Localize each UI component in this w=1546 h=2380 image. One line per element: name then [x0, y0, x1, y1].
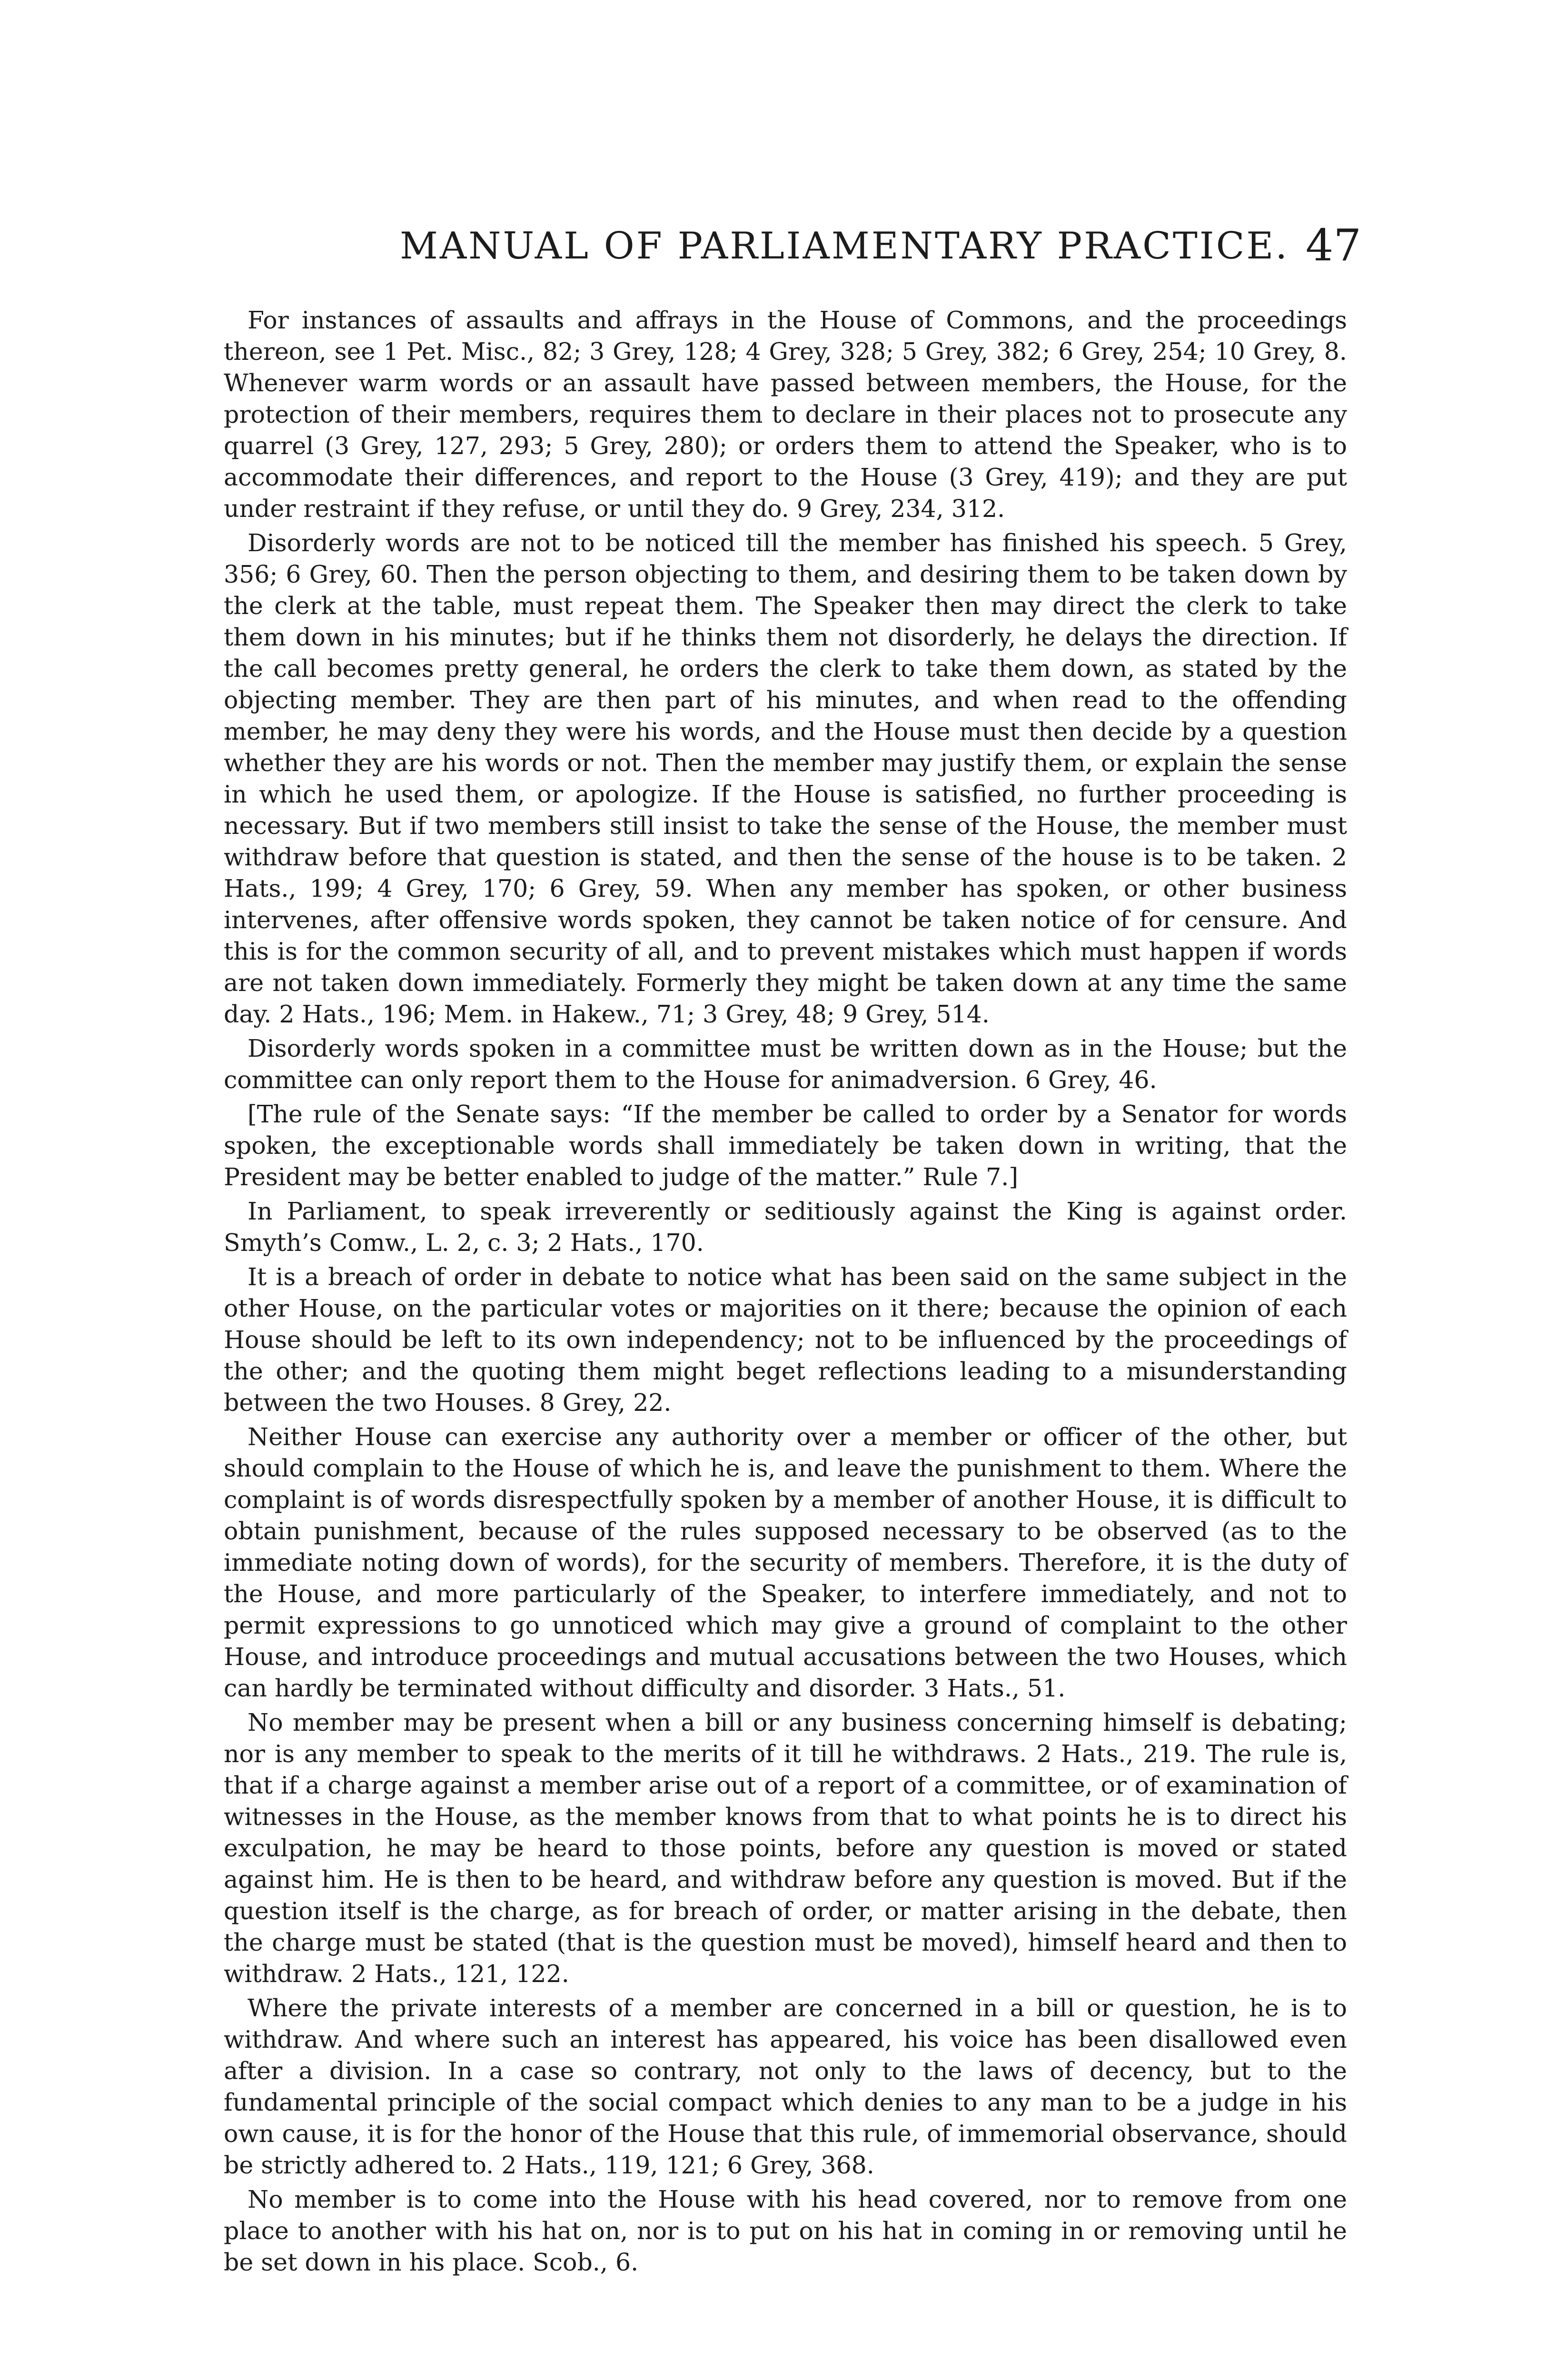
paragraph-senate-rule: [The rule of the Senate says: “If the member be called to order by a Senator for words spoken, the exceptionable words shall immediately be taken down in writing, that the President may be better enabled to judge of the matter.” Rule 7.]	[224, 1100, 1347, 1191]
paragraph-king: In Parliament, to speak irreverently or seditiously against the King is against order. Smyth’s Comw., L. 2, c. 3; 2 Hats., 170.	[224, 1197, 1347, 1257]
paragraph-authority: Neither House can exercise any authority over a member or officer of the other, but should complain to the House of which he is, and leave the punishment to them. Where the complaint is of words disrespectfully spoken by a member of another House, it is difficult to obtain punishment, because of the rules supposed necessary to be observed (as to the immediate noting down of words), for the security of members. Therefore, it is the duty of the House, and more particularly of the Speaker, to interfere immediately, and not to permit expressions to go unnoticed which may give a ground of complaint to the other House, and introduce proceedings and mutual accusations between the two Houses, which can hardly be terminated without difficulty and disorder. 3 Hats., 51.	[224, 1423, 1347, 1702]
body-text	[224, 305, 1347, 2281]
paragraph-assaults: For instances of assaults and affrays in the House of Commons, and the proceedings thereon, see 1 Pet. Misc., 82; 3 Grey, 128; 4 Grey, 328; 5 Grey, 382; 6 Grey, 254; 10 Grey, 8. Whenever warm words or an assault have passed between members, the House, for the protection of their members, requires them to declare in their places not to prosecute any quarrel (3 Grey, 127, 293; 5 Grey, 280); or orders them to attend the Speaker, who is to accommodate their differences, and report to the House (3 Grey, 419); and they are put under restraint if they refuse, or until they do. 9 Grey, 234, 312.	[224, 306, 1347, 523]
page-number: 47	[1305, 220, 1361, 271]
paragraph-member-present: No member may be present when a bill or any business concerning himself is debating; nor is any member to speak to the merits of it till he withdraws. 2 Hats., 219. The rule is, that if a charge against a member arise out of a report of a committee, or of examination of witnesses in the House, as the member knows from that to what points he is to direct his exculpation, he may be heard to those points, before any question is moved or stated against him. He is then to be heard, and withdraw before any question is moved. But if the question itself is the charge, as for breach of order, or matter arising in the debate, then the charge must be stated (that is the question must be moved), himself heard and then to withdraw. 2 Hats., 121, 122.	[224, 1708, 1347, 1988]
paragraph-other-house: It is a breach of order in debate to notice what has been said on the same subject in the other House, on the particular votes or majorities on it there; because the opinion of each House should be left to its own independency; not to be influenced by the proceedings of the other; and the quoting them might beget reflections leading to a misunderstanding between the two Houses. 8 Grey, 22.	[224, 1263, 1347, 1417]
page-header	[219, 220, 1361, 277]
paragraph-committee-words: Disorderly words spoken in a committee must be written down as in the House; but the committee can only report them to the House for animadversion. 6 Grey, 46.	[224, 1034, 1347, 1094]
paragraph-disorderly-words: Disorderly words are not to be noticed till the member has finished his speech. 5 Grey, 356; 6 Grey, 60. Then the person objecting to them, and desiring them to be taken down by the clerk at the table, must repeat them. The Speaker then may direct the clerk to take them down in his minutes; but if he thinks them not disorderly, he delays the direction. If the call becomes pretty general, he orders the clerk to take them down, as stated by the objecting member. They are then part of his minutes, and when read to the offending member, he may deny they were his words, and the House must then decide by a question whether they are his words or not. Then the member may justify them, or explain the sense in which he used them, or apologize. If the House is satisfied, no further proceeding is necessary. But if two members still insist to take the sense of the House, the member must withdraw before that question is stated, and then the sense of the house is to be taken. 2 Hats., 199; 4 Grey, 170; 6 Grey, 59. When any member has spoken, or other business intervenes, after offensive words spoken, they cannot be taken notice of for censure. And this is for the common security of all, and to prevent mistakes which must happen if words are not taken down immediately. Formerly they might be taken down at any time the same day. 2 Hats., 196; Mem. in Hakew., 71; 3 Grey, 48; 9 Grey, 514.	[224, 529, 1347, 1028]
running-title: MANUAL OF PARLIAMENTARY PRACTICE.	[400, 225, 1289, 268]
paragraph-private-interests: Where the private interests of a member are concerned in a bill or question, he is to withdraw. And where such an interest has appeared, his voice has been disallowed even after a division. In a case so contrary, not only to the laws of decency, but to the fundamental principle of the social compact which denies to any man to be a judge in his own cause, it is for the honor of the House that this rule, of immemorial observance, should be strictly adhered to. 2 Hats., 119, 121; 6 Grey, 368.	[224, 1994, 1347, 2179]
paragraph-head-covered: No member is to come into the House with his head covered, nor to remove from one place to another with his hat on, nor is to put on his hat in coming in or removing until he be set down in his place. Scob., 6.	[224, 2185, 1347, 2276]
